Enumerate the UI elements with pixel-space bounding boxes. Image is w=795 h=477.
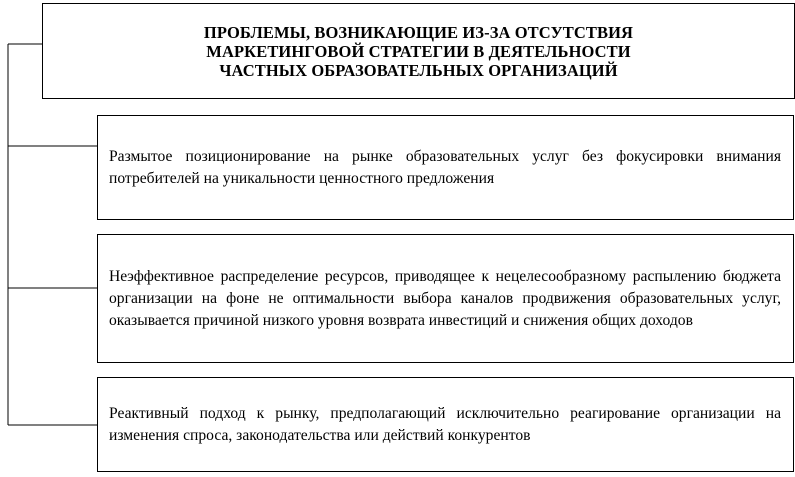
problem-text-2: Неэффективное распределение ресурсов, приводящее к нецелесообразному распылению бюджета организации на фоне не оптимальности выбора каналов продвижения образовательных услуг, оказывается причиной низкого уровня возврата инвестиций и снижения общих доходов bbox=[109, 267, 781, 329]
title-line-1: ПРОБЛЕМЫ, ВОЗНИКАЮЩИЕ ИЗ-ЗА ОТСУТСТВИЯ bbox=[203, 22, 634, 42]
title-box bbox=[42, 3, 795, 99]
problem-text-3: Реактивный подход к рынку, предполагающий исключительно реагирование организации на изменения спроса, законодательства или действий конкурентов bbox=[109, 404, 781, 444]
title-line-3: ЧАСТНЫХ ОБРАЗОВАТЕЛЬНЫХ ОРГАНИЗАЦИЙ bbox=[219, 60, 618, 80]
problem-text-1: Размытое позиционирование на рынке образовательных услуг без фокусировки внимания потребителей на уникальности ценностного предложения bbox=[109, 147, 781, 187]
problem-box-3 bbox=[97, 377, 794, 472]
title-line-2: МАРКЕТИНГОВОЙ СТРАТЕГИИ В ДЕЯТЕЛЬНОСТИ bbox=[206, 41, 631, 61]
diagram-title bbox=[204, 23, 633, 80]
problem-box-1 bbox=[97, 115, 794, 220]
problem-box-2 bbox=[97, 234, 794, 363]
